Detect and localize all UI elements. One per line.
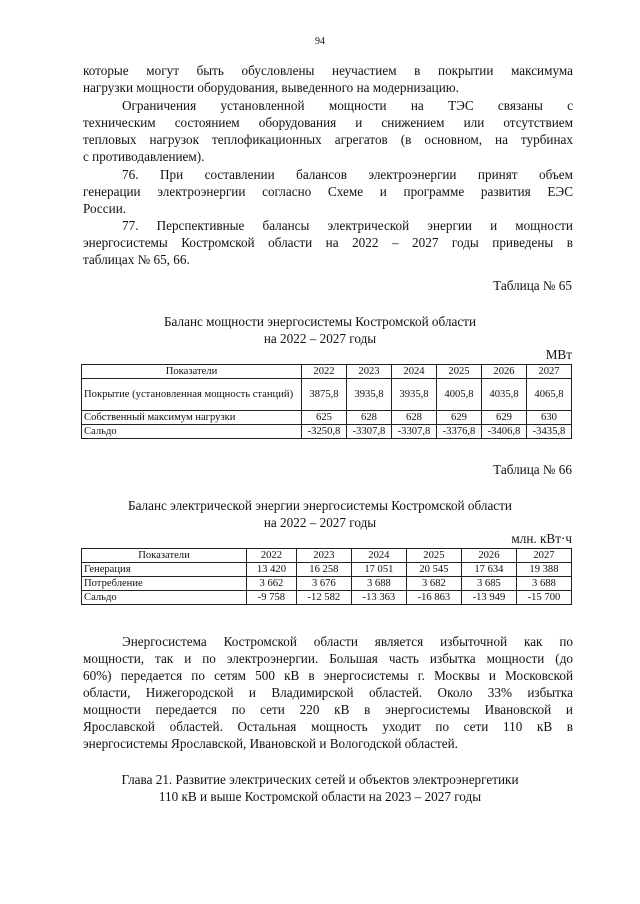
header-cell: 2026 <box>482 365 527 379</box>
header-cell: 2027 <box>527 365 572 379</box>
table-66-unit: млн. кВт·ч <box>511 531 572 546</box>
title-line: Баланс мощности энергосистемы Костромской области <box>163 314 477 329</box>
header-cell: 2024 <box>392 365 437 379</box>
table-cell: 628 <box>347 411 392 425</box>
paragraph-summary <box>83 633 573 752</box>
table-cell: 3 688 <box>351 577 406 591</box>
table-row <box>82 425 572 439</box>
text-line: нагрузки мощности оборудования, выведенного на модернизацию. <box>83 80 459 95</box>
header-cell: Показатели <box>82 365 302 379</box>
table-cell: 17 634 <box>461 563 516 577</box>
table-cell: 3 662 <box>247 577 297 591</box>
table-cell: 3 682 <box>406 577 461 591</box>
text-line: техническим состоянием оборудования и снижением или отсутствием <box>83 115 573 130</box>
row-label: Сальдо <box>82 591 247 605</box>
table-cell: 19 388 <box>516 563 571 577</box>
table-65-title <box>0 313 640 347</box>
row-label: Потребление <box>82 577 247 591</box>
header-cell: 2025 <box>437 365 482 379</box>
text-line: мощности, так и по электроэнергии. Большая часть избытка мощности (до <box>83 651 573 666</box>
table-cell: 625 <box>302 411 347 425</box>
header-cell: 2026 <box>461 549 516 563</box>
table-header-row <box>82 365 572 379</box>
table-cell: 20 545 <box>406 563 461 577</box>
table-cell: 3 688 <box>516 577 571 591</box>
table-cell: -3406,8 <box>482 425 527 439</box>
row-label: Генерация <box>82 563 247 577</box>
table-cell: -3307,8 <box>392 425 437 439</box>
table-65 <box>81 364 572 439</box>
header-cell: 2025 <box>406 549 461 563</box>
table-cell: 629 <box>437 411 482 425</box>
title-line: Баланс электрической энергии энергосистемы Костромской области <box>128 498 512 513</box>
text-line: генерации электроэнергии согласно Схеме и программе развития ЕЭС <box>83 184 573 199</box>
table-row <box>82 379 572 411</box>
table-65-unit: МВт <box>545 347 572 362</box>
heading-line: 110 кВ и выше Костромской области на 2023 – 2027 годы <box>158 789 482 804</box>
header-cell: Показатели <box>82 549 247 563</box>
paragraph-continuation <box>83 62 573 96</box>
table-row <box>82 563 572 577</box>
table-cell: 3935,8 <box>392 379 437 411</box>
text-line: Энергосистема Костромской области является избыточной как по <box>122 634 573 649</box>
header-cell: 2024 <box>351 549 406 563</box>
text-line: Ярославской областей. Остальная мощность уходит по сети 110 кВ в <box>83 719 573 734</box>
table-cell: 16 258 <box>296 563 351 577</box>
table-cell: -3376,8 <box>437 425 482 439</box>
table-cell: 3 685 <box>461 577 516 591</box>
table-cell: -9 758 <box>247 591 297 605</box>
header-cell: 2022 <box>247 549 297 563</box>
text-line: России. <box>83 201 127 216</box>
text-line: 77. Перспективные балансы электрической энергии и мощности <box>122 218 573 233</box>
table-66-title <box>0 497 640 531</box>
page-number: 94 <box>315 36 325 47</box>
table-header-row <box>82 549 572 563</box>
chapter-heading <box>0 771 640 805</box>
table-cell: 629 <box>482 411 527 425</box>
header-cell: 2023 <box>296 549 351 563</box>
table-cell: -13 363 <box>351 591 406 605</box>
header-cell: 2022 <box>302 365 347 379</box>
title-line: на 2022 – 2027 годы <box>263 331 377 346</box>
table-cell: 4035,8 <box>482 379 527 411</box>
text-line: энергосистемы Ярославской, Ивановской и Вологодской областей. <box>83 736 458 751</box>
table-cell: 3935,8 <box>347 379 392 411</box>
text-line: области, Нижегородской и Владимирской областей. Около 33% избытка <box>83 685 573 700</box>
table-cell: 13 420 <box>247 563 297 577</box>
text-line: которые могут быть обусловлены неучастием в покрытии максимума <box>83 63 573 78</box>
table-66-label: Таблица № 66 <box>493 462 572 477</box>
table-cell: -3250,8 <box>302 425 347 439</box>
paragraph-77 <box>83 217 573 268</box>
paragraph-76 <box>83 166 573 217</box>
table-cell: -12 582 <box>296 591 351 605</box>
table-cell: 3 676 <box>296 577 351 591</box>
table-cell: 4005,8 <box>437 379 482 411</box>
table-cell: -3435,8 <box>527 425 572 439</box>
table-cell: -16 863 <box>406 591 461 605</box>
text-line: мощности передается по сети 220 кВ в энергосистемы Ивановской и <box>83 702 573 717</box>
heading-line: Глава 21. Развитие электрических сетей и объектов электроэнергетики <box>121 772 519 787</box>
table-row <box>82 411 572 425</box>
text-line: 60%) передается по сетям 500 кВ в энергосистемы г. Москвы и Московской <box>83 668 573 683</box>
table-cell: -3307,8 <box>347 425 392 439</box>
table-65-label: Таблица № 65 <box>493 278 572 293</box>
row-label: Покрытие (установленная мощность станций) <box>82 379 302 411</box>
table-row <box>82 591 572 605</box>
table-cell: 3875,8 <box>302 379 347 411</box>
table-cell: 4065,8 <box>527 379 572 411</box>
paragraph-limitations <box>83 97 573 165</box>
table-cell: -15 700 <box>516 591 571 605</box>
text-line: 76. При составлении балансов электроэнергии принят объем <box>122 167 573 182</box>
table-66 <box>81 548 572 605</box>
table-row <box>82 577 572 591</box>
text-line: таблицах № 65, 66. <box>83 252 190 267</box>
text-line: Ограничения установленной мощности на ТЭС связаны с <box>122 98 573 113</box>
header-cell: 2023 <box>347 365 392 379</box>
header-cell: 2027 <box>516 549 571 563</box>
table-cell: 17 051 <box>351 563 406 577</box>
row-label: Собственный максимум нагрузки <box>82 411 302 425</box>
text-line: тепловых нагрузок теплофикационных агрегатов (в основном, на турбинах <box>83 132 573 147</box>
table-cell: -13 949 <box>461 591 516 605</box>
text-line: энергосистемы Костромской области на 2022 – 2027 годы приведены в <box>83 235 573 250</box>
table-cell: 630 <box>527 411 572 425</box>
text-line: с противодавлением). <box>83 149 205 164</box>
title-line: на 2022 – 2027 годы <box>263 515 377 530</box>
table-cell: 628 <box>392 411 437 425</box>
row-label: Сальдо <box>82 425 302 439</box>
